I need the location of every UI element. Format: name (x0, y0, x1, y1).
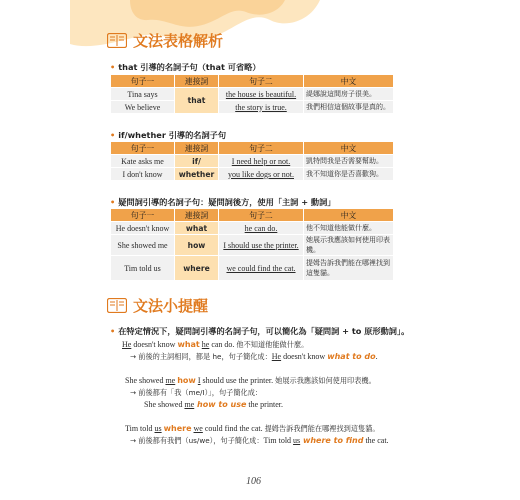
section-title-text: 文法小提醒 (133, 297, 209, 315)
cell-sentence1: Tina says (111, 88, 175, 101)
tip-example-3: Tim told us where we could find the cat. 提姆告訴我們能在哪裡找到這隻貓。 (125, 424, 380, 433)
cell-chinese: 她展示我應該如何使用印表機。 (304, 235, 394, 256)
section-title-grammar-tip (107, 295, 208, 316)
cell-sentence1: I don't know (111, 168, 175, 181)
open-book-icon (107, 298, 127, 313)
cell-chinese: 我們相信這個故事是真的。 (304, 101, 394, 114)
col-header: 連接詞 (175, 142, 219, 155)
tip-example-2-result: She showed me how to use the printer. (144, 400, 284, 409)
tip-example-1-note: → 前後的主詞相同，都是 he，句子簡化成：He doesn't know what to do. (130, 352, 378, 361)
cell-connector: whether (175, 168, 219, 181)
table-if-whether-clause (110, 141, 394, 181)
subtitle-that-clause: • that 引導的名詞子句（that 可省略） (110, 62, 261, 72)
col-header: 中文 (304, 142, 394, 155)
table-row (111, 256, 394, 281)
cell-sentence1: He doesn't know (111, 222, 175, 235)
col-header: 句子二 (219, 142, 304, 155)
col-header: 句子一 (111, 75, 175, 88)
cell-chinese: 他不知道他能做什麼。 (304, 222, 394, 235)
cell-connector: if/ (175, 155, 219, 168)
table-row (111, 222, 394, 235)
col-header: 句子一 (111, 209, 175, 222)
table-row (111, 168, 394, 181)
cell-sentence2: we could find the cat. (219, 256, 304, 281)
cell-chinese: 緹娜說這間房子很美。 (304, 88, 394, 101)
open-book-icon (107, 33, 127, 48)
table-row (111, 101, 394, 114)
tip-example-1: He doesn't know what he can do. 他不知道他能做什麼。 (122, 340, 309, 349)
cell-sentence2: he can do. (219, 222, 304, 235)
section-title-grammar-table (107, 30, 223, 51)
tip-example-3-note: → 前後都有我們（us/we），句子簡化成：Tim told us where to find the cat. (130, 436, 389, 445)
col-header: 連接詞 (175, 75, 219, 88)
page-number: 106 (246, 476, 261, 487)
table-that-clause (110, 74, 394, 114)
table-row (111, 235, 394, 256)
tip-rule: • 在特定情況下，疑問詞引導的名詞子句，可以簡化為「疑問詞 + to 原形動詞」。 (110, 326, 410, 336)
cell-chinese: 提姆告訴我們能在哪裡找到這隻貓。 (304, 256, 394, 281)
tip-example-2-note: → 前後都有「我（me/I）」，句子簡化成： (130, 388, 263, 397)
col-header: 句子一 (111, 142, 175, 155)
table-wh-clause (110, 208, 394, 281)
cell-sentence1: We believe (111, 101, 175, 114)
col-header: 連接詞 (175, 209, 219, 222)
cell-chinese: 我不知道你是否喜歡狗。 (304, 168, 394, 181)
cell-sentence2: the story is true. (219, 101, 304, 114)
col-header: 句子二 (219, 209, 304, 222)
subtitle-wh-clause: • 疑問詞引導的名詞子句：疑問詞後方，使用「主詞 + 動詞」 (110, 197, 336, 207)
col-header: 中文 (304, 75, 394, 88)
table-row (111, 88, 394, 101)
cell-connector: what (175, 222, 219, 235)
cell-sentence2: I need help or not. (219, 155, 304, 168)
col-header: 中文 (304, 209, 394, 222)
cell-sentence1: Kate asks me (111, 155, 175, 168)
subtitle-if-whether-clause: • if/whether 引導的名詞子句 (110, 130, 227, 140)
cell-sentence2: you like dogs or not. (219, 168, 304, 181)
col-header: 句子二 (219, 75, 304, 88)
cell-sentence2: I should use the printer. (219, 235, 304, 256)
tip-example-2: She showed me how I should use the printer. 她展示我應該如何使用印表機。 (125, 376, 376, 385)
section-title-text: 文法表格解析 (133, 32, 224, 50)
cell-connector: how (175, 235, 219, 256)
cell-sentence1: She showed me (111, 235, 175, 256)
cell-connector: where (175, 256, 219, 281)
cell-connector: that (175, 88, 219, 114)
cell-sentence2: the house is beautiful. (219, 88, 304, 101)
cell-chinese: 凱特問我是否需要幫助。 (304, 155, 394, 168)
table-row (111, 155, 394, 168)
cell-sentence1: Tim told us (111, 256, 175, 281)
